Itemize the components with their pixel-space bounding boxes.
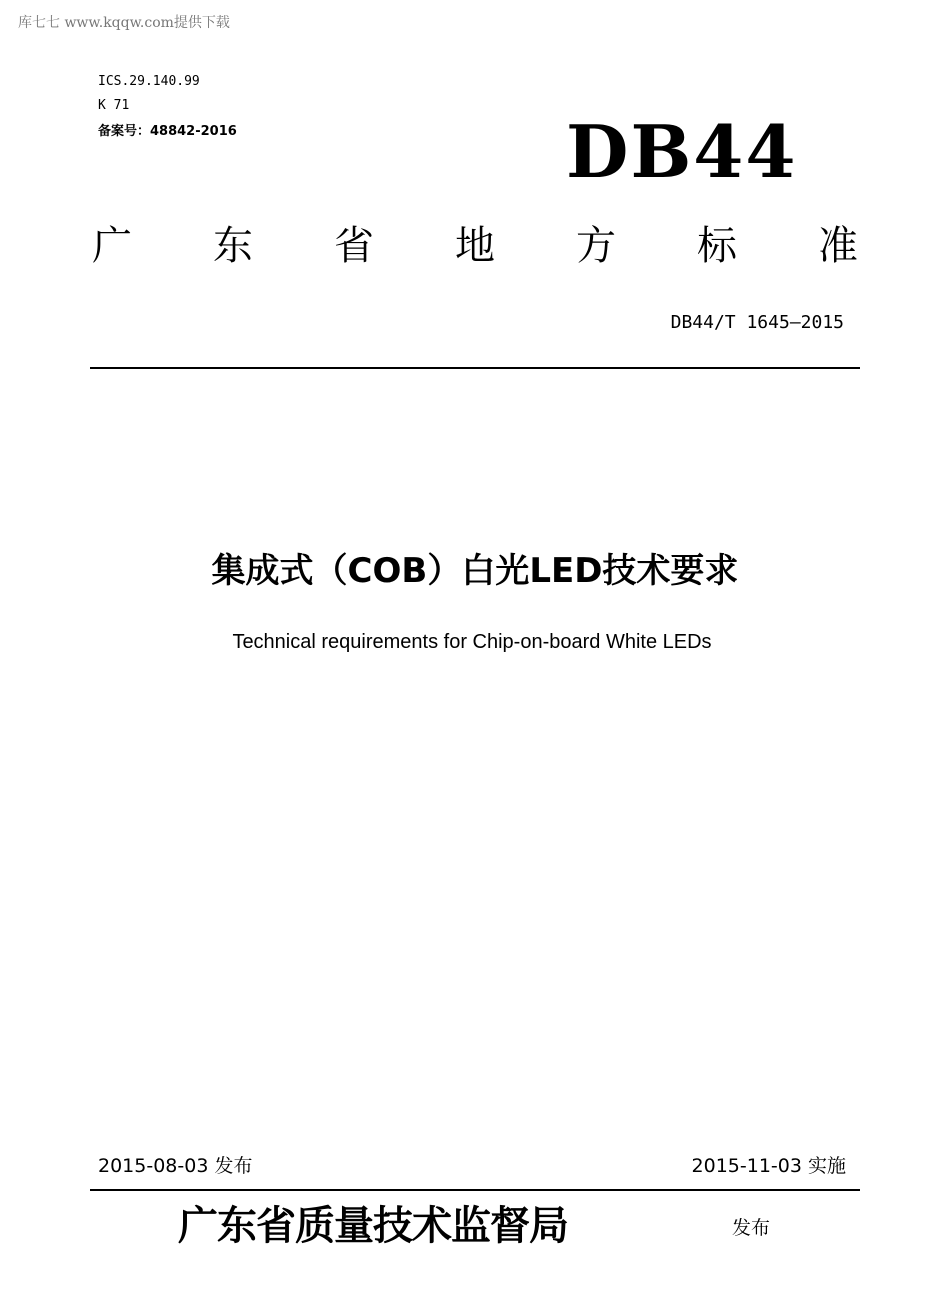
heading-char: 地 [455, 223, 495, 269]
document-title-chinese: 集成式（COB）白光LED技术要求 [211, 551, 739, 591]
top-divider [90, 367, 860, 369]
watermark-text: 库七七 www.kqqw.com提供下载 [18, 15, 230, 31]
heading-char: 广 [92, 223, 132, 269]
bottom-divider [90, 1189, 860, 1191]
classification-code: K 71 [98, 98, 130, 113]
publish-date: 2015-08-03 发布 [98, 1155, 253, 1177]
issuing-authority: 广东省质量技术监督局 [178, 1202, 568, 1249]
heading-char: 标 [697, 223, 737, 269]
filing-number: 备案号：48842-2016 [98, 124, 237, 139]
db44-logo: DB44 [566, 109, 798, 194]
ics-code: ICS.29.140.99 [98, 74, 200, 89]
effective-date: 2015-11-03 实施 [691, 1155, 846, 1177]
document-title-english: Technical requirements for Chip-on-board White LEDs [232, 631, 712, 653]
standard-type-heading [92, 220, 858, 272]
heading-char: 准 [818, 223, 858, 269]
issuer-suffix: 发布 [732, 1217, 771, 1239]
heading-char: 省 [334, 223, 374, 269]
standard-code: DB44/T 1645—2015 [670, 312, 844, 333]
heading-char: 方 [576, 223, 616, 269]
heading-char: 东 [213, 223, 253, 269]
